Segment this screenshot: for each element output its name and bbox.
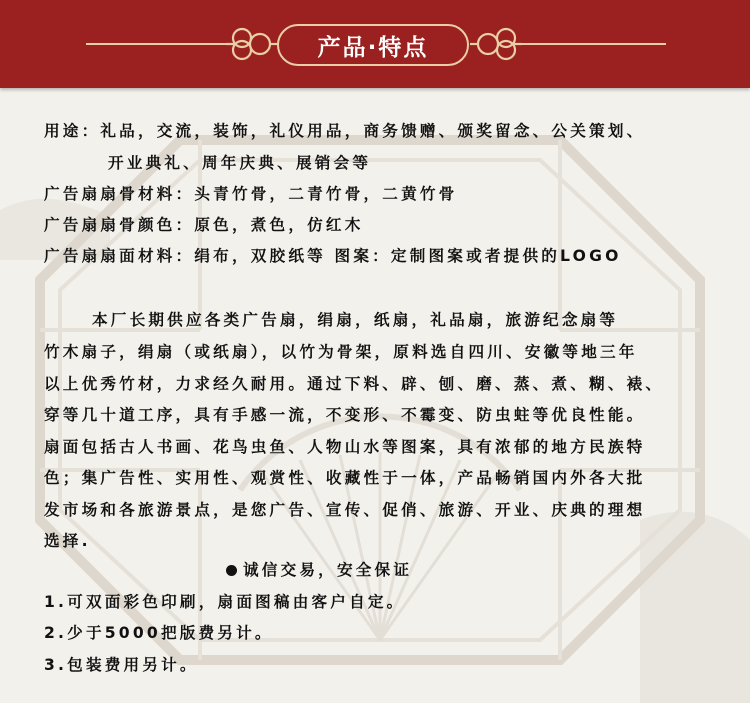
guarantee-item: 1.可双面彩色印刷，扇面图稿由客户自定。 [44,593,406,611]
description-line: 穿等几十道工序，具有手感一流，不变形、不霉变、防虫蛀等优良性能。 [44,406,646,424]
spec-usage-line1: 用途：礼品，交流，装饰，礼仪用品，商务馈赠、颁奖留念、公关策划、 [44,122,646,140]
description-line: 色；集广告性、实用性、观赏性、收藏性于一体，产品畅销国内外各大批 [44,469,646,487]
guarantee-heading [226,560,412,580]
guarantee-item: 3.包装费用另计。 [44,656,199,674]
description-line: 发市场和各旅游景点，是您广告、宣传、促俏、旅游、开业、庆典的理想 [44,501,646,519]
spec-face-material: 广告扇扇面材料：绢布，双胶纸等 图案：定制图案或者提供的LOGO [44,247,622,265]
guarantee-heading-text: 诚信交易，安全保证 [243,561,413,579]
description-line: 扇面包括古人书画、花鸟虫鱼、人物山水等图案，具有浓郁的地方民族特 [44,438,646,456]
description-line: 竹木扇子，绢扇（或纸扇），以竹为骨架，原料选自四川、安徽等地三年 [44,343,638,361]
spec-bone-color: 广告扇扇骨颜色：原色，煮色，仿红木 [44,216,364,234]
spec-usage-line2: 开业典礼、周年庆典、展销会等 [108,154,372,172]
description-line: 本厂长期供应各类广告扇，绢扇，纸扇，礼品扇，旅游纪念扇等 [92,311,619,329]
page-title: 产品·特点 [317,34,429,61]
bullet-dot-icon [226,565,237,576]
guarantee-item: 2.少于5000把版费另计。 [44,624,274,642]
description-line: 选择. [44,532,91,550]
description-line: 以上优秀竹材，力求经久耐用。通过下料、辟、刨、磨、蒸、煮、糊、裱、 [44,375,665,393]
spec-bone-material: 广告扇扇骨材料：头青竹骨，二青竹骨，二黄竹骨 [44,185,458,203]
